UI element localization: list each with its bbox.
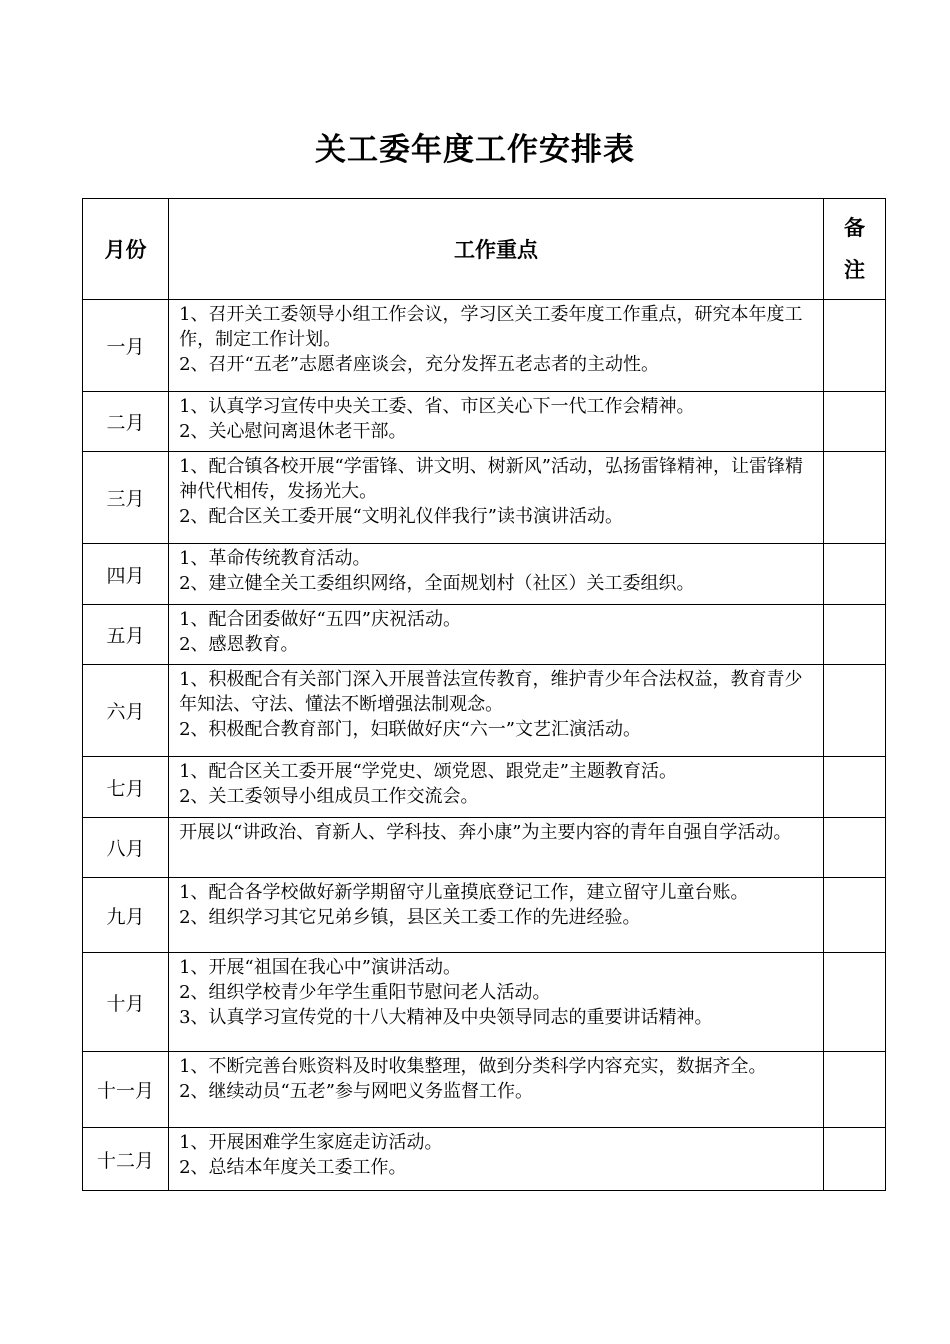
table-row [83,953,886,1052]
work-focus-column-header: 工作重点 [169,199,824,300]
table-row [83,665,886,757]
work-item: 2、关工委领导小组成员工作交流会。 [179,786,479,807]
month-cell: 十月 [83,953,169,1052]
table-row [83,818,886,878]
month-column-header: 月份 [83,199,169,300]
work-item: 2、积极配合教育部门，妇联做好庆“六一”文艺汇演活动。 [179,719,641,740]
remarks-cell [823,818,885,878]
remarks-cell [823,392,885,452]
month-cell: 三月 [83,452,169,544]
month-cell: 二月 [83,392,169,452]
work-item: 2、召开“五老”志愿者座谈会，充分发挥五老志者的主动性。 [179,354,659,375]
work-focus-cell [169,818,824,878]
month-cell: 十二月 [83,1128,169,1191]
month-cell: 一月 [83,300,169,392]
work-item: 2、配合区关工委开展“文明礼仪伴我行”读书演讲活动。 [179,506,623,527]
work-item: 2、继续动员“五老”参与网吧义务监督工作。 [179,1081,533,1102]
remarks-cell [823,605,885,665]
work-item: 1、革命传统教育活动。 [179,548,371,569]
month-cell: 四月 [83,544,169,605]
work-focus-cell [169,878,824,953]
remarks-cell [823,665,885,757]
remarks-cell [823,953,885,1052]
remarks-cell [823,757,885,818]
table-header-row [83,199,886,300]
table-row [83,1052,886,1128]
work-item: 2、组织学习其它兄弟乡镇，县区关工委工作的先进经验。 [179,907,641,928]
table-row [83,1128,886,1191]
month-cell: 六月 [83,665,169,757]
work-focus-cell [169,300,824,392]
work-focus-cell [169,757,824,818]
table-row [83,878,886,953]
work-item: 1、配合镇各校开展“学雷锋、讲文明、树新风”活动，弘扬雷锋精神，让雷锋精神代代相传，发扬光大。 [179,456,803,502]
table-row [83,300,886,392]
remarks-column-header [823,199,885,300]
work-item: 1、开展困难学生家庭走访活动。 [179,1132,443,1153]
work-item: 2、组织学校青少年学生重阳节慰问老人活动。 [179,982,551,1003]
remarks-header-char-2: 注 [843,258,865,282]
work-item: 2、关心慰问离退休老干部。 [179,421,407,442]
remarks-cell [823,1052,885,1128]
month-cell: 八月 [83,818,169,878]
table-row [83,757,886,818]
remarks-cell [823,452,885,544]
work-item: 2、感恩教育。 [179,634,299,655]
work-item: 开展以“讲政治、育新人、学科技、奔小康”为主要内容的青年自强自学活动。 [179,822,792,843]
work-item: 1、积极配合有关部门深入开展普法宣传教育，维护青少年合法权益，教育青少年知法、守法、懂法不断增强法制观念。 [179,669,803,715]
work-item: 1、不断完善台账资料及时收集整理，做到分类科学内容充实，数据齐全。 [179,1056,767,1077]
work-item: 1、配合团委做好“五四”庆祝活动。 [179,609,461,630]
work-item: 2、建立健全关工委组织网络，全面规划村（社区）关工委组织。 [179,573,695,594]
month-cell: 九月 [83,878,169,953]
table-row [83,452,886,544]
remarks-cell [823,300,885,392]
remarks-cell [823,878,885,953]
month-cell: 七月 [83,757,169,818]
month-cell: 十一月 [83,1052,169,1128]
work-item: 1、配合区关工委开展“学党史、颂党恩、跟党走”主题教育活。 [179,761,677,782]
work-focus-cell [169,1128,824,1191]
work-focus-cell [169,544,824,605]
page-title: 关工委年度工作安排表 [315,132,635,168]
remarks-cell [823,1128,885,1191]
work-item: 1、开展“祖国在我心中”演讲活动。 [179,957,461,978]
work-focus-cell [169,605,824,665]
work-item: 1、配合各学校做好新学期留守儿童摸底登记工作，建立留守儿童台账。 [179,882,749,903]
work-item: 1、认真学习宣传中央关工委、省、市区关心下一代工作会精神。 [179,396,695,417]
month-cell: 五月 [83,605,169,665]
work-schedule-table [82,198,886,1191]
remarks-header-char-1: 备 [843,216,865,240]
work-item: 1、召开关工委领导小组工作会议，学习区关工委年度工作重点，研究本年度工作，制定工作计划。 [179,304,803,350]
work-focus-cell [169,392,824,452]
table-row [83,544,886,605]
table-body [83,300,886,1191]
table-row [83,392,886,452]
work-focus-cell [169,1052,824,1128]
work-item: 3、认真学习宣传党的十八大精神及中央领导同志的重要讲话精神。 [179,1007,713,1028]
table-row [83,605,886,665]
remarks-cell [823,544,885,605]
work-focus-cell [169,953,824,1052]
work-focus-cell [169,452,824,544]
work-item: 2、总结本年度关工委工作。 [179,1157,407,1178]
work-focus-cell [169,665,824,757]
